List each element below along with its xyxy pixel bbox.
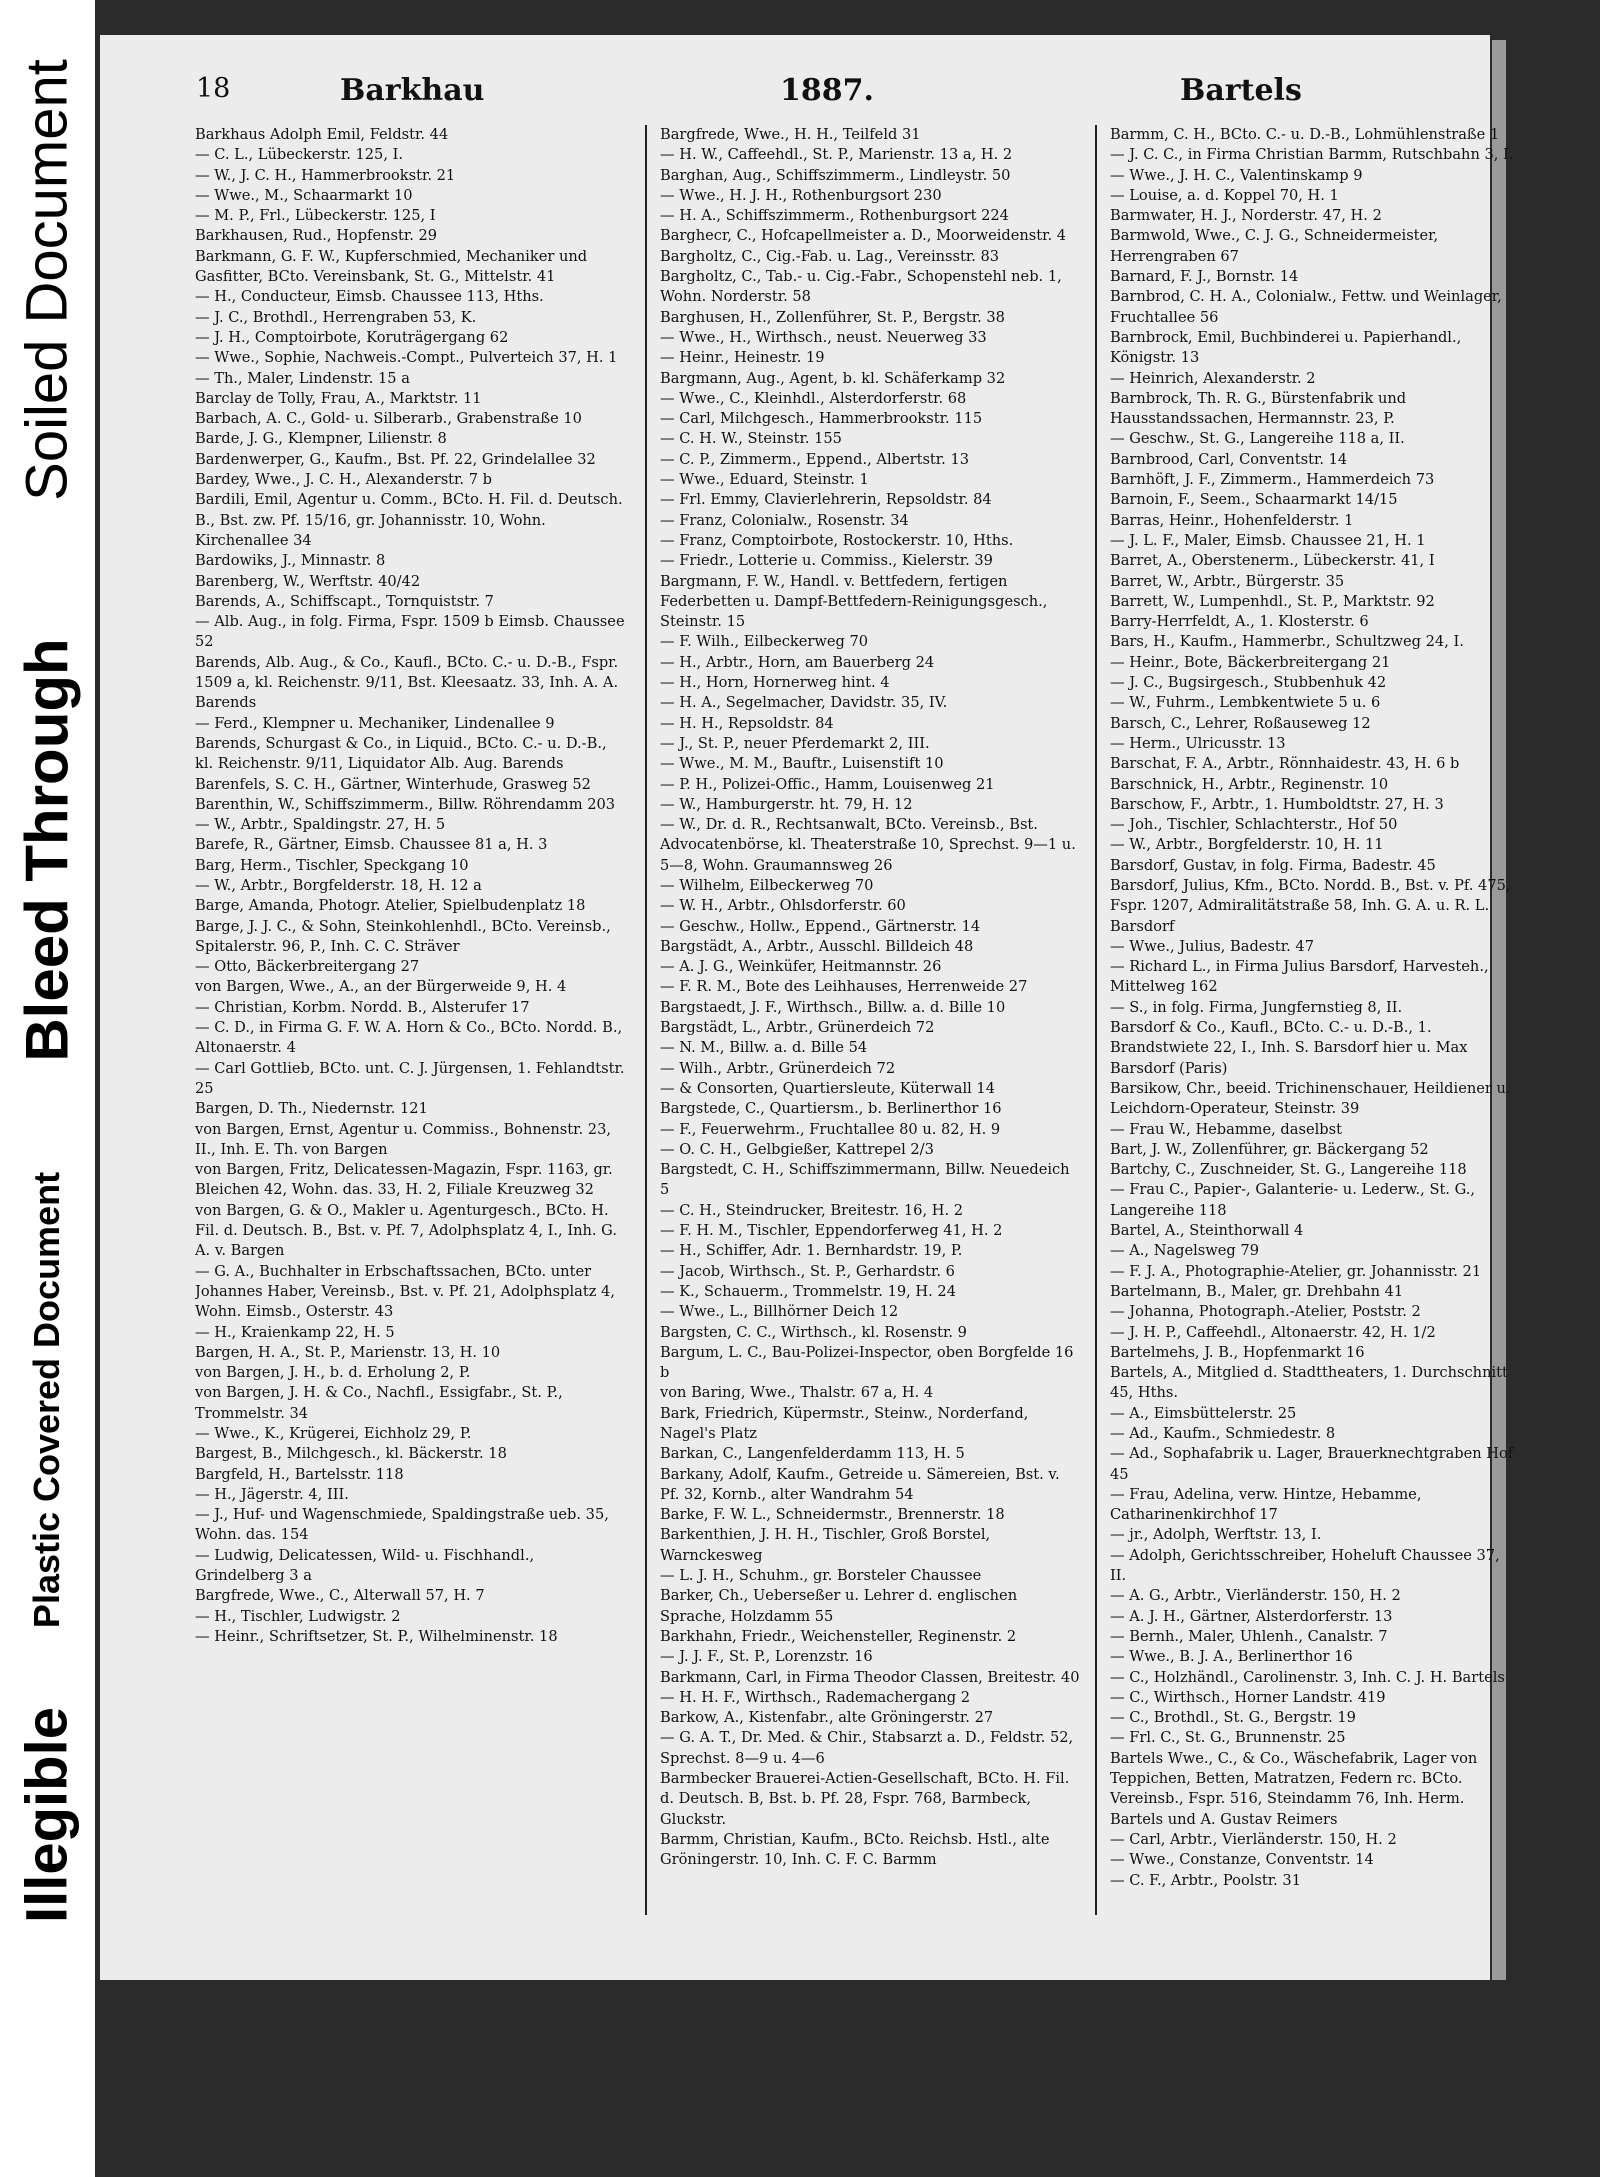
directory-entry: — A. G., Arbtr., Vierländerstr. 150, H. 2 [1110,1587,1401,1605]
directory-entry: Barghecr, C., Hofcapellmeister a. D., Moorweidenstr. 4 [660,227,1067,245]
directory-entry: — J. H. P., Caffeehdl., Altonaerstr. 42, H. 1/2 [1110,1323,1436,1341]
directory-entry: — Wwe., B. J. A., Berlinerthor 16 [1110,1648,1353,1666]
directory-entry: — Frau W., Hebamme, daselbst [1110,1120,1342,1138]
directory-entry: Bargmann, F. W., Handl. v. Bettfedern, fertigen Federbetten u. Dampf-Bettfedern-Reinigungsgesch., Steinstr. 15 [660,572,1048,631]
directory-entry: — F. J. A., Photographie-Atelier, gr. Johannisstr. 21 [1110,1262,1482,1280]
directory-entry: Barends, A., Schiffscapt., Tornquiststr. 7 [195,592,494,610]
directory-entry: — Frau, Adelina, verw. Hintze, Hebamme, Catharinenkirchhof 17 [1110,1485,1422,1524]
directory-entry: Bargest, B., Milchgesch., kl. Bäckerstr. 18 [195,1445,507,1463]
directory-entry: — C. F., Arbtr., Poolstr. 31 [1110,1871,1301,1889]
directory-entry: Bardowiks, J., Minnastr. 8 [195,552,386,570]
directory-entry: — Ad., Kaufm., Schmiedestr. 8 [1110,1425,1336,1442]
directory-entry: — C., Brothdl., St. G., Bergstr. 19 [1110,1709,1356,1727]
directory-entry: von Baring, Wwe., Thalstr. 67 a, H. 4 [660,1384,934,1402]
directory-entry: — G. A. T., Dr. Med. & Chir., Stabsarzt a. D., Feldstr. 52, Sprechst. 8—9 u. 4—6 [660,1729,1074,1767]
directory-entry: — H., Schiffer, Adr. 1. Bernhardstr. 19, P. [660,1242,963,1260]
directory-entry: — Otto, Bäckerbreitergang 27 [195,958,420,976]
directory-entry: Barnbrod, C. H. A., Colonialw., Fettw. und Weinlager, Fruchtallee 56 [1110,288,1502,326]
directory-entry: Bargen, D. Th., Niedernstr. 121 [195,1100,428,1118]
directory-entry: — H., Jägerstr. 4, III. [195,1485,349,1503]
directory-entry: Bargfrede, Wwe., H. H., Teilfeld 31 [660,126,921,143]
directory-entry: Bargstädt, L., Arbtr., Grünerdeich 72 [660,1019,935,1037]
directory-entry: — Johanna, Photograph.-Atelier, Poststr. 2 [1110,1303,1421,1321]
directory-entry: — Frau C., Papier-, Galanterie- u. Lederw., St. G., Langereihe 118 [1110,1181,1475,1219]
directory-entry: Bardey, Wwe., J. C. H., Alexanderstr. 7 b [195,471,492,489]
directory-entry: — Ferd., Klempner u. Mechaniker, Lindenallee 9 [195,714,555,732]
directory-entry: — H. W., Caffeehdl., St. P., Marienstr. 13 a, H. 2 [660,146,1013,164]
directory-entry: Bartels, A., Mitglied d. Stadttheaters, 1. Durchschnitt 45, Hths. [1110,1364,1508,1402]
directory-entry: — Franz, Comptoirbote, Rostockerstr. 10, Hths. [660,531,1014,549]
directory-entry: von Bargen, Ernst, Agentur u. Commiss., Bohnenstr. 23, II., Inh. E. Th. von Bargen [195,1120,612,1158]
directory-entry: — Heinrich, Alexanderstr. 2 [1110,369,1316,387]
directory-entry: — Geschw., Hollw., Eppend., Gärtnerstr. 14 [660,917,981,935]
directory-entry: — W., Arbtr., Borgfelderstr. 18, H. 12 a [195,876,482,894]
directory-page [100,35,1514,1980]
directory-entry: — A., Eimsbüttelerstr. 25 [1110,1404,1297,1422]
directory-entry: Barry-Herrfeldt, A., 1. Klosterstr. 6 [1110,613,1369,631]
directory-entry: — W., J. C. H., Hammerbrookstr. 21 [195,166,456,184]
directory-entry: — Geschw., St. G., Langereihe 118 a, II. [1110,430,1405,448]
directory-entry: — J. C., Bugsirgesch., Stubbenhuk 42 [1110,674,1387,692]
page-header [100,73,1490,133]
directory-entry: — Wwe., Sophie, Nachweis.-Compt., Pulverteich 37, H. 1 [195,349,618,367]
directory-entry: Barkany, Adolf, Kaufm., Getreide u. Sämereien, Bst. v. Pf. 32, Kornb., alter Wandrahm 54 [660,1465,1060,1503]
directory-entry: — M. P., Frl., Lübeckerstr. 125, I [195,207,436,225]
directory-entry: — W., Hamburgerstr. ht. 79, H. 12 [660,795,913,813]
directory-entry: — Wilhelm, Eilbeckerweg 70 [660,876,874,894]
directory-entry: — Wwe., Constanze, Conventstr. 14 [1110,1851,1374,1869]
directory-entry: — Ludwig, Delicatessen, Wild- u. Fischhandl., Grindelberg 3 a [195,1546,535,1585]
directory-entry: — C., Holzhändl., Carolinenstr. 3, Inh. C. J. H. Bartels [1110,1668,1505,1686]
directory-entry: — A. J. G., Weinküfer, Heitmannstr. 26 [660,958,942,976]
directory-entry: — Wwe., M. M., Bauftr., Luisenstift 10 [660,755,944,773]
directory-entry: Barkan, C., Langenfelderdamm 113, H. 5 [660,1445,965,1463]
directory-entry: — A. J. H., Gärtner, Alsterdorferstr. 13 [1110,1607,1393,1625]
directory-entry: — A., Nagelsweg 79 [1110,1242,1259,1260]
directory-entry: — Wwe., Julius, Badestr. 47 [1110,937,1315,955]
directory-entry: — Carl, Milchgesch., Hammerbrookstr. 115 [660,410,983,428]
directory-entry: — Heinr., Schriftsetzer, St. P., Wilhelminenstr. 18 [195,1627,558,1645]
directory-entry: — jr., Adolph, Werftstr. 13, I. [1110,1526,1322,1544]
directory-entry: — Adolph, Gerichtsschreiber, Hoheluft Chaussee 37, II. [1110,1546,1500,1585]
directory-entry: — Frl. C., St. G., Brunnenstr. 25 [1110,1729,1346,1747]
directory-entry: — S., in folg. Firma, Jungfernstieg 8, II. [1110,998,1403,1016]
directory-entry: Barenfels, S. C. H., Gärtner, Winterhude, Grasweg 52 [195,775,591,793]
directory-entry: Barsdorf & Co., Kaufl., BCto. C.- u. D.-B., 1. Brandstwiete 22, I., Inh. S. Barsdorf hier u. Max Barsdorf (Paris) [1110,1019,1468,1077]
directory-entry: — Wilh., Arbtr., Grünerdeich 72 [660,1059,896,1077]
label-bleed-through: Bleed Through [13,638,81,1062]
directory-entry: — C. D., in Firma G. F. W. A. Horn & Co., BCto. Nordd. B., Altonaerstr. 4 [195,1019,623,1057]
column-2 [660,125,1080,1925]
directory-entry: Barker, Ch., Ueberseßer u. Lehrer d. englischen Sprache, Holzdamm 55 [660,1587,1018,1625]
directory-entry: — K., Schauerm., Trommelstr. 19, H. 24 [660,1282,956,1300]
directory-entry: Barclay de Tolly, Frau, A., Marktstr. 11 [195,389,482,407]
column-1 [195,125,625,1925]
directory-entry: — P. H., Polizei-Offic., Hamm, Louisenweg 21 [660,775,995,793]
directory-entry: Barghan, Aug., Schiffszimmerm., Lindleystr. 50 [660,166,1011,184]
directory-entry: — Herm., Ulricusstr. 13 [1110,734,1286,752]
directory-entry: — Wwe., M., Schaarmarkt 10 [195,186,413,204]
directory-entry: Barsch, C., Lehrer, Roßauseweg 12 [1110,714,1371,732]
directory-entry: Bars, H., Kaufm., Hammerbr., Schultzweg 24, I. [1110,633,1464,651]
directory-entry: Barde, J. G., Klempner, Lilienstr. 8 [195,430,447,448]
directory-entry: — Wwe., J. H. C., Valentinskamp 9 [1110,166,1363,184]
directory-entry: — N. M., Billw. a. d. Bille 54 [660,1039,868,1057]
directory-entry: Barg, Herm., Tischler, Speckgang 10 [195,856,469,874]
directory-entry: — Heinr., Bote, Bäckerbreitergang 21 [1110,653,1391,671]
directory-entry: von Bargen, Fritz, Delicatessen-Magazin, Fspr. 1163, gr. Bleichen 42, Wohn. das. 33, H. 2, Filiale Kreuzweg 32 [195,1161,613,1199]
directory-entry: Barsdorf, Julius, Kfm., BCto. Nordd. B., Bst. v. Pf. 475, Fspr. 1207, Admiralitätstraße 58, Inh. G. A. u. R. L. Barsdorf [1110,876,1511,935]
directory-entry: — Wwe., H., Wirthsch., neust. Neuerweg 33 [660,328,987,346]
directory-entry: Barenthin, W., Schiffszimmerm., Billw. Röhrendamm 203 [195,795,616,813]
directory-entry: — C. H. W., Steinstr. 155 [660,430,842,448]
directory-entry: — O. C. H., Gelbgießer, Kattrepel 2/3 [660,1140,934,1158]
directory-entry: — W. H., Arbtr., Ohlsdorferstr. 60 [660,897,906,915]
right-running-head: Bartels [1180,73,1302,108]
directory-entry: Bargmann, Aug., Agent, b. kl. Schäferkamp 32 [660,369,1006,387]
directory-entry: — H., Horn, Hornerweg hint. 4 [660,674,890,692]
directory-entry: Bargen, H. A., St. P., Marienstr. 13, H. 10 [195,1343,501,1361]
directory-entry: Bart, J. W., Zollenführer, gr. Bäckergang 52 [1110,1140,1429,1158]
directory-entry: — Carl, Arbtr., Vierländerstr. 150, H. 2 [1110,1830,1397,1848]
directory-entry: Bartelmehs, J. B., Hopfenmarkt 16 [1110,1343,1365,1361]
directory-entry: — Wwe., K., Krügerei, Eichholz 29, P. [195,1425,472,1442]
directory-entry: — C. H., Steindrucker, Breitestr. 16, H. 2 [660,1201,964,1219]
directory-entry: — H. A., Schiffszimmerm., Rothenburgsort 224 [660,207,1009,225]
sidebar [0,0,95,1923]
directory-entry: Barkmann, Carl, in Firma Theodor Classen, Breitestr. 40 [660,1668,1080,1686]
directory-entry: Barmm, C. H., BCto. C.- u. D.-B., Lohmühlenstraße 1 [1110,126,1500,143]
directory-entry: Bartel, A., Steinthorwall 4 [1110,1222,1304,1240]
directory-entry: Barkhausen, Rud., Hopfenstr. 29 [195,227,438,245]
directory-entry: — H., Arbtr., Horn, am Bauerberg 24 [660,653,935,671]
directory-entry: Barkhahn, Friedr., Weichensteller, Reginenstr. 2 [660,1627,1017,1645]
directory-entry: — Bernh., Maler, Uhlenh., Canalstr. 7 [1110,1627,1388,1645]
directory-entry: — C., Wirthsch., Horner Landstr. 419 [1110,1688,1386,1706]
directory-entry: — H., Kraienkamp 22, H. 5 [195,1323,395,1341]
directory-entry: Bardenwerper, G., Kaufm., Bst. Pf. 22, Grindelallee 32 [195,450,596,468]
directory-entry: Barschow, F., Arbtr., 1. Humboldtstr. 27, H. 3 [1110,795,1444,813]
directory-entry: — Th., Maler, Lindenstr. 15 a [195,369,410,387]
directory-entry: Barbach, A. C., Gold- u. Silberarb., Grabenstraße 10 [195,410,582,428]
directory-entry: Barends, Alb. Aug., & Co., Kaufl., BCto. C.- u. D.-B., Fspr. 1509 a, kl. Reichenstr. 9/11, Bst. Kleesaatz. 33, Inh. A. A. Barends [195,653,619,712]
directory-entry: Barke, F. W. L., Schneidermstr., Brennerstr. 18 [660,1506,1005,1524]
directory-entry: Bardili, Emil, Agentur u. Comm., BCto. H. Fil. d. Deutsch. B., Bst. zw. Pf. 15/16, gr. Johannisstr. 10, Wohn. Kirchenallee 34 [195,491,623,549]
directory-entry: Bargsten, C. C., Wirthsch., kl. Rosenstr. 9 [660,1323,967,1341]
directory-entry: Barrett, W., Lumpenhdl., St. P., Marktstr. 92 [1110,592,1435,610]
directory-entry: Barsdorf, Gustav, in folg. Firma, Badestr. 45 [1110,856,1436,874]
directory-entry: Barnoin, F., Seem., Schaarmarkt 14/15 [1110,491,1398,509]
directory-entry: Barnhöft, J. F., Zimmerm., Hammerdeich 73 [1110,471,1435,489]
directory-entry: — J., St. P., neuer Pferdemarkt 2, III. [660,734,930,752]
directory-entry: — J. H., Comptoirbote, Koruträgergang 62 [195,328,509,346]
label-plastic-covered: Plastic Covered Document [26,1171,67,1629]
directory-entry: — F., Feuerwehrm., Fruchtallee 80 u. 82, H. 9 [660,1120,1001,1138]
directory-entry: Bartchy, C., Zuschneider, St. G., Langereihe 118 [1110,1161,1467,1179]
directory-entry: — W., Dr. d. R., Rechtsanwalt, BCto. Vereinsb., Bst. Advocatenbörse, kl. Theaterstraße 10, Sprechst. 9—1 u. 5—8, Wohn. Graumannsweg 26 [660,816,1076,874]
directory-entry: von Bargen, Wwe., A., an der Bürgerweide 9, H. 4 [195,978,567,996]
directory-entry: Barends, Schurgast & Co., in Liquid., BCto. C.- u. D.-B., kl. Reichenstr. 9/11, Liquidator Alb. Aug. Barends [195,734,607,773]
directory-entry: — C. L., Lübeckerstr. 125, I. [195,146,404,164]
directory-entry: — W., Arbtr., Borgfelderstr. 10, H. 11 [1110,836,1384,854]
page-number: 18 [196,73,231,104]
directory-entry: Barkhaus Adolph Emil, Feldstr. 44 [195,126,449,143]
directory-entry: Bargholtz, C., Tab.- u. Cig.-Fabr., Schopenstehl neb. 1, Wohn. Norderstr. 58 [660,268,1062,306]
directory-entry: Barsikow, Chr., beeid. Trichinenschauer, Heildiener u. Leichdorn-Operateur, Steinstr. 39 [1110,1079,1511,1118]
directory-entry: Bartelmann, B., Maler, gr. Drehbahn 41 [1110,1282,1404,1300]
directory-entry: Barret, A., Oberstenerm., Lübeckerstr. 41, I [1110,552,1435,570]
directory-entry: — Christian, Korbm. Nordd. B., Alsterufer 17 [195,998,530,1016]
directory-entry: — F. R. M., Bote des Leihhauses, Herrenweide 27 [660,978,1028,996]
directory-entry: — Louise, a. d. Koppel 70, H. 1 [1110,186,1339,204]
directory-entry: Bargum, L. C., Bau-Polizei-Inspector, oben Borgfelde 16 b [660,1343,1074,1382]
directory-entry: Bargfrede, Wwe., C., Alterwall 57, H. 7 [195,1587,485,1605]
directory-entry: Bargstedt, C. H., Schiffszimmermann, Billw. Neuedeich 5 [660,1161,1070,1199]
directory-entry: — H. H., Repsoldstr. 84 [660,714,834,732]
label-illegible: Illegible [14,1707,80,1923]
directory-entry: — J. C. C., in Firma Christian Barmm, Rutschbahn 3, I. [1110,146,1514,164]
directory-entry: Barge, J. J. C., & Sohn, Steinkohlenhdl., BCto. Vereinsb., Spitalerstr. 96, P., Inh. C. C. Sträver [195,917,611,955]
directory-entry: Barschat, F. A., Arbtr., Rönnhaidestr. 43, H. 6 b [1110,755,1460,773]
directory-entry: — L. J. H., Schuhm., gr. Borsteler Chaussee [660,1567,982,1585]
directory-entry: Barnard, F. J., Bornstr. 14 [1110,268,1299,286]
directory-entry: — Wwe., Eduard, Steinstr. 1 [660,471,869,489]
directory-entry: — C. P., Zimmerm., Eppend., Albertstr. 13 [660,450,970,468]
column-3 [1110,125,1520,1925]
directory-entry: Barge, Amanda, Photogr. Atelier, Spielbudenplatz 18 [195,897,586,915]
directory-entry: Barnbrock, Th. R. G., Bürstenfabrik und Hausstandssachen, Hermannstr. 23, P. [1110,389,1407,428]
directory-entry: — Wwe., H. J. H., Rothenburgsort 230 [660,186,942,204]
directory-entry: Barghusen, H., Zollenführer, St. P., Bergstr. 38 [660,308,1005,326]
directory-entry: Barnbrock, Emil, Buchbinderei u. Papierhandl., Königstr. 13 [1110,328,1462,367]
directory-entry: — J. J. F., St. P., Lorenzstr. 16 [660,1648,873,1666]
directory-entry: Barras, Heinr., Hohenfelderstr. 1 [1110,511,1354,529]
directory-entry: — J., Huf- und Wagenschmiede, Spaldingstraße ueb. 35, Wohn. das. 154 [195,1506,609,1544]
directory-entry: — Joh., Tischler, Schlachterstr., Hof 50 [1110,816,1398,834]
directory-entry: Barkenthien, J. H. H., Tischler, Groß Borstel, Warnckesweg [660,1526,991,1564]
directory-entry: — H. H. F., Wirthsch., Rademachergang 2 [660,1688,971,1706]
directory-entry: — Friedr., Lotterie u. Commiss., Kielerstr. 39 [660,552,993,570]
directory-entry: — J. C., Brothdl., Herrengraben 53, K. [195,308,477,326]
directory-entry: Barkmann, G. F. W., Kupferschmied, Mechaniker und Gasfitter, BCto. Vereinsbank, St. G., Mittelstr. 41 [195,247,588,286]
directory-entry: Barret, W., Arbtr., Bürgerstr. 35 [1110,572,1345,590]
directory-entry: — H., Tischler, Ludwigstr. 2 [195,1607,401,1625]
directory-entry: — Ad., Sophafabrik u. Lager, Brauerknechtgraben Hof 45 [1110,1445,1514,1483]
directory-entry: — Richard L., in Firma Julius Barsdorf, Harvesteh., Mittelweg 162 [1110,958,1489,996]
directory-entry: — Heinr., Heinestr. 19 [660,349,825,367]
directory-entry: Bargstädt, A., Arbtr., Ausschl. Billdeich 48 [660,937,974,955]
directory-entry: — Frl. Emmy, Clavierlehrerin, Repsoldstr. 84 [660,491,992,509]
directory-entry: von Bargen, J. H., b. d. Erholung 2, P. [195,1364,471,1382]
directory-entry: — Carl Gottlieb, BCto. unt. C. J. Jürgensen, 1. Fehlandtstr. 25 [195,1059,625,1097]
directory-entry: Barmm, Christian, Kaufm., BCto. Reichsb. Hstl., alte Gröningerstr. 10, Inh. C. F. C. Barmm [660,1830,1050,1869]
directory-entry: Bargfeld, H., Bartelsstr. 118 [195,1465,404,1483]
directory-entry: von Bargen, G. & O., Makler u. Agenturgesch., BCto. H. Fil. d. Deutsch. B., Bst. v. Pf. 7, Adolphsplatz 4, I., Inh. G. A. v. Bargen [195,1201,617,1260]
directory-entry: — F. Wilh., Eilbeckerweg 70 [660,633,869,651]
directory-entry: Bartels Wwe., C., & Co., Wäschefabrik, Lager von Teppichen, Betten, Matratzen, Federn rc. BCto. Vereinsb., Fspr. 516, Steindamm 76, Inh. Herm. Bartels und A. Gustav Reimers [1110,1749,1478,1828]
directory-entry: — H., Conducteur, Eimsb. Chaussee 113, Hths. [195,288,544,306]
directory-entry: Barenberg, W., Werftstr. 40/42 [195,572,421,590]
directory-entry: — G. A., Buchhalter in Erbschaftssachen, BCto. unter Johannes Haber, Vereinsb., Bst. v. Pf. 21, Adolphsplatz 4, Wohn. Eimsb., Osterstr. 43 [195,1262,615,1321]
directory-entry: — H. A., Segelmacher, Davidstr. 35, IV. [660,694,948,712]
directory-entry: Barkow, A., Kistenfabr., alte Gröningerstr. 27 [660,1709,994,1727]
directory-entry: — W., Fuhrm., Lembkentwiete 5 u. 6 [1110,694,1381,712]
directory-entry: Barmwater, H. J., Norderstr. 47, H. 2 [1110,207,1382,225]
directory-entry: Bargstaedt, J. F., Wirthsch., Billw. a. d. Bille 10 [660,998,1006,1016]
directory-entry: — & Consorten, Quartiersleute, Küterwall 14 [660,1079,995,1097]
directory-entry: Barefe, R., Gärtner, Eimsb. Chaussee 81 a, H. 3 [195,836,548,854]
directory-entry: von Bargen, J. H. & Co., Nachfl., Essigfabr., St. P., Trommelstr. 34 [195,1384,563,1422]
directory-entry: Barnbrood, Carl, Conventstr. 14 [1110,450,1348,468]
label-soiled-document: Soiled Document [14,59,80,501]
directory-entry: Barmwold, Wwe., C. J. G., Schneidermeister, Herrengraben 67 [1110,227,1439,265]
directory-entry: — W., Arbtr., Spaldingstr. 27, H. 5 [195,816,446,834]
directory-entry: — Wwe., L., Billhörner Deich 12 [660,1303,899,1321]
directory-entry: — Wwe., C., Kleinhdl., Alsterdorferstr. 68 [660,389,967,407]
column-divider [1095,125,1097,1915]
directory-entry: Barschnick, H., Arbtr., Reginenstr. 10 [1110,775,1389,793]
directory-entry: Bargholtz, C., Cig.-Fab. u. Lag., Vereinsstr. 83 [660,247,1000,265]
left-running-head: Barkhau [340,73,485,108]
directory-entry: — F. H. M., Tischler, Eppendorferweg 41, H. 2 [660,1222,1003,1240]
directory-entry: — Alb. Aug., in folg. Firma, Fspr. 1509 b Eimsb. Chaussee 52 [195,613,625,651]
column-divider [645,125,647,1915]
directory-entry: — Jacob, Wirthsch., St. P., Gerhardstr. 6 [660,1262,955,1280]
directory-entry: Barmbecker Brauerei-Actien-Gesellschaft, BCto. H. Fil. d. Deutsch. B, Bst. b. Pf. 28, Fspr. 768, Barmbeck, Gluckstr. [660,1770,1070,1828]
directory-entry: Bark, Friedrich, Küpermstr., Steinw., Norderfand, Nagel's Platz [660,1404,1029,1442]
directory-entry: — Franz, Colonialw., Rosenstr. 34 [660,511,909,529]
directory-entry: Bargstede, C., Quartiersm., b. Berlinerthor 16 [660,1100,1002,1118]
year-heading: 1887. [780,73,874,108]
directory-entry: — J. L. F., Maler, Eimsb. Chaussee 21, H. 1 [1110,531,1426,549]
